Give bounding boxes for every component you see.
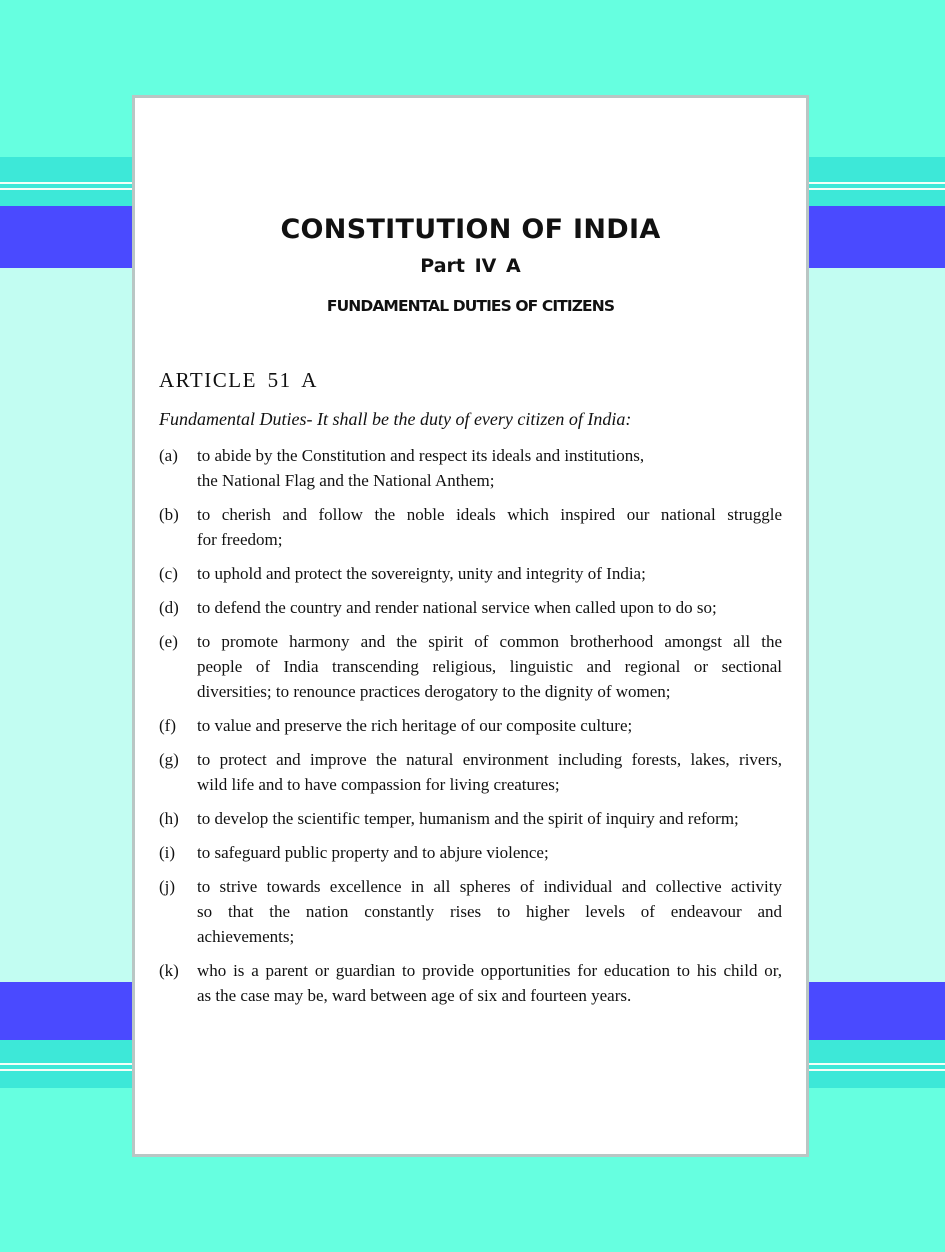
part-heading: Part IV A (420, 255, 521, 277)
duty-text-line: to safeguard public property and to abjure violence; (197, 843, 549, 862)
duty-text-line: for freedom; (197, 530, 283, 549)
duty-item (159, 747, 784, 797)
duty-text-line: achievements; (197, 927, 295, 946)
duty-text (197, 443, 782, 493)
duty-text-line: as the case may be, ward between age of six and fourteen years. (197, 986, 632, 1005)
duty-item (159, 502, 784, 552)
duty-label: (j) (159, 877, 176, 896)
duty-item (159, 713, 784, 738)
duty-label: (d) (159, 598, 179, 617)
duty-item (159, 840, 784, 865)
duty-item (159, 595, 784, 620)
duty-text-line: to strive towards excellence in all spheres of individual and collective activity (197, 877, 782, 896)
duty-item (159, 874, 784, 949)
document-page (132, 95, 809, 1157)
duty-text-line: to abide by the Constitution and respect its ideals and institutions, (197, 446, 645, 465)
duty-text-line: to promote harmony and the spirit of common brotherhood amongst all the (197, 632, 782, 651)
duty-text-line: to value and preserve the rich heritage of our composite culture; (197, 716, 633, 735)
duty-text-line: people of India transcending religious, linguistic and regional or sectional (197, 657, 782, 676)
duty-item (159, 958, 784, 1008)
duty-item (159, 443, 784, 493)
duty-text (197, 874, 782, 949)
duty-text (197, 747, 782, 797)
duty-text (197, 595, 782, 620)
duty-text-line: who is a parent or guardian to provide opportunities for education to his child or, (197, 961, 782, 980)
duty-label: (c) (159, 564, 178, 583)
duty-label: (a) (159, 446, 178, 465)
duty-text (197, 713, 782, 738)
duty-label: (e) (159, 632, 178, 651)
duty-text (197, 629, 782, 704)
duty-text (197, 958, 782, 1008)
duty-text-line: to protect and improve the natural environment including forests, lakes, rivers, (197, 750, 782, 769)
section-subtitle: FUNDAMENTAL DUTIES OF CITIZENS (326, 297, 615, 315)
duty-label: (f) (159, 716, 176, 735)
duty-label: (h) (159, 809, 179, 828)
duty-text (197, 840, 782, 865)
duties-list (159, 443, 784, 1017)
duty-text-line: the National Flag and the National Anthem; (197, 471, 495, 490)
duty-text-line: to develop the scientific temper, humanism and the spirit of inquiry and reform; (197, 809, 739, 828)
duty-text-line: to uphold and protect the sovereignty, unity and integrity of India; (197, 564, 646, 583)
duty-text-line: to defend the country and render national service when called upon to do so; (197, 598, 717, 617)
duty-item (159, 806, 784, 831)
duty-label: (b) (159, 505, 179, 524)
duty-text (197, 806, 782, 831)
duty-label: (g) (159, 750, 179, 769)
duty-text-line: wild life and to have compassion for living creatures; (197, 775, 560, 794)
duty-text-line: to cherish and follow the noble ideals which inspired our national struggle (197, 505, 782, 524)
page-title: CONSTITUTION OF INDIA (280, 214, 661, 245)
duty-item (159, 561, 784, 586)
duty-text-line: so that the nation constantly rises to higher levels of endeavour and (197, 902, 782, 921)
duty-text-line: diversities; to renounce practices derogatory to the dignity of women; (197, 682, 671, 701)
duty-label: (k) (159, 961, 179, 980)
duty-text (197, 502, 782, 552)
duty-label: (i) (159, 843, 176, 862)
duty-text (197, 561, 782, 586)
article-heading: ARTICLE 51 A (159, 368, 318, 392)
intro-text: Fundamental Duties- It shall be the duty of every citizen of India: (159, 409, 632, 429)
duty-item (159, 629, 784, 704)
